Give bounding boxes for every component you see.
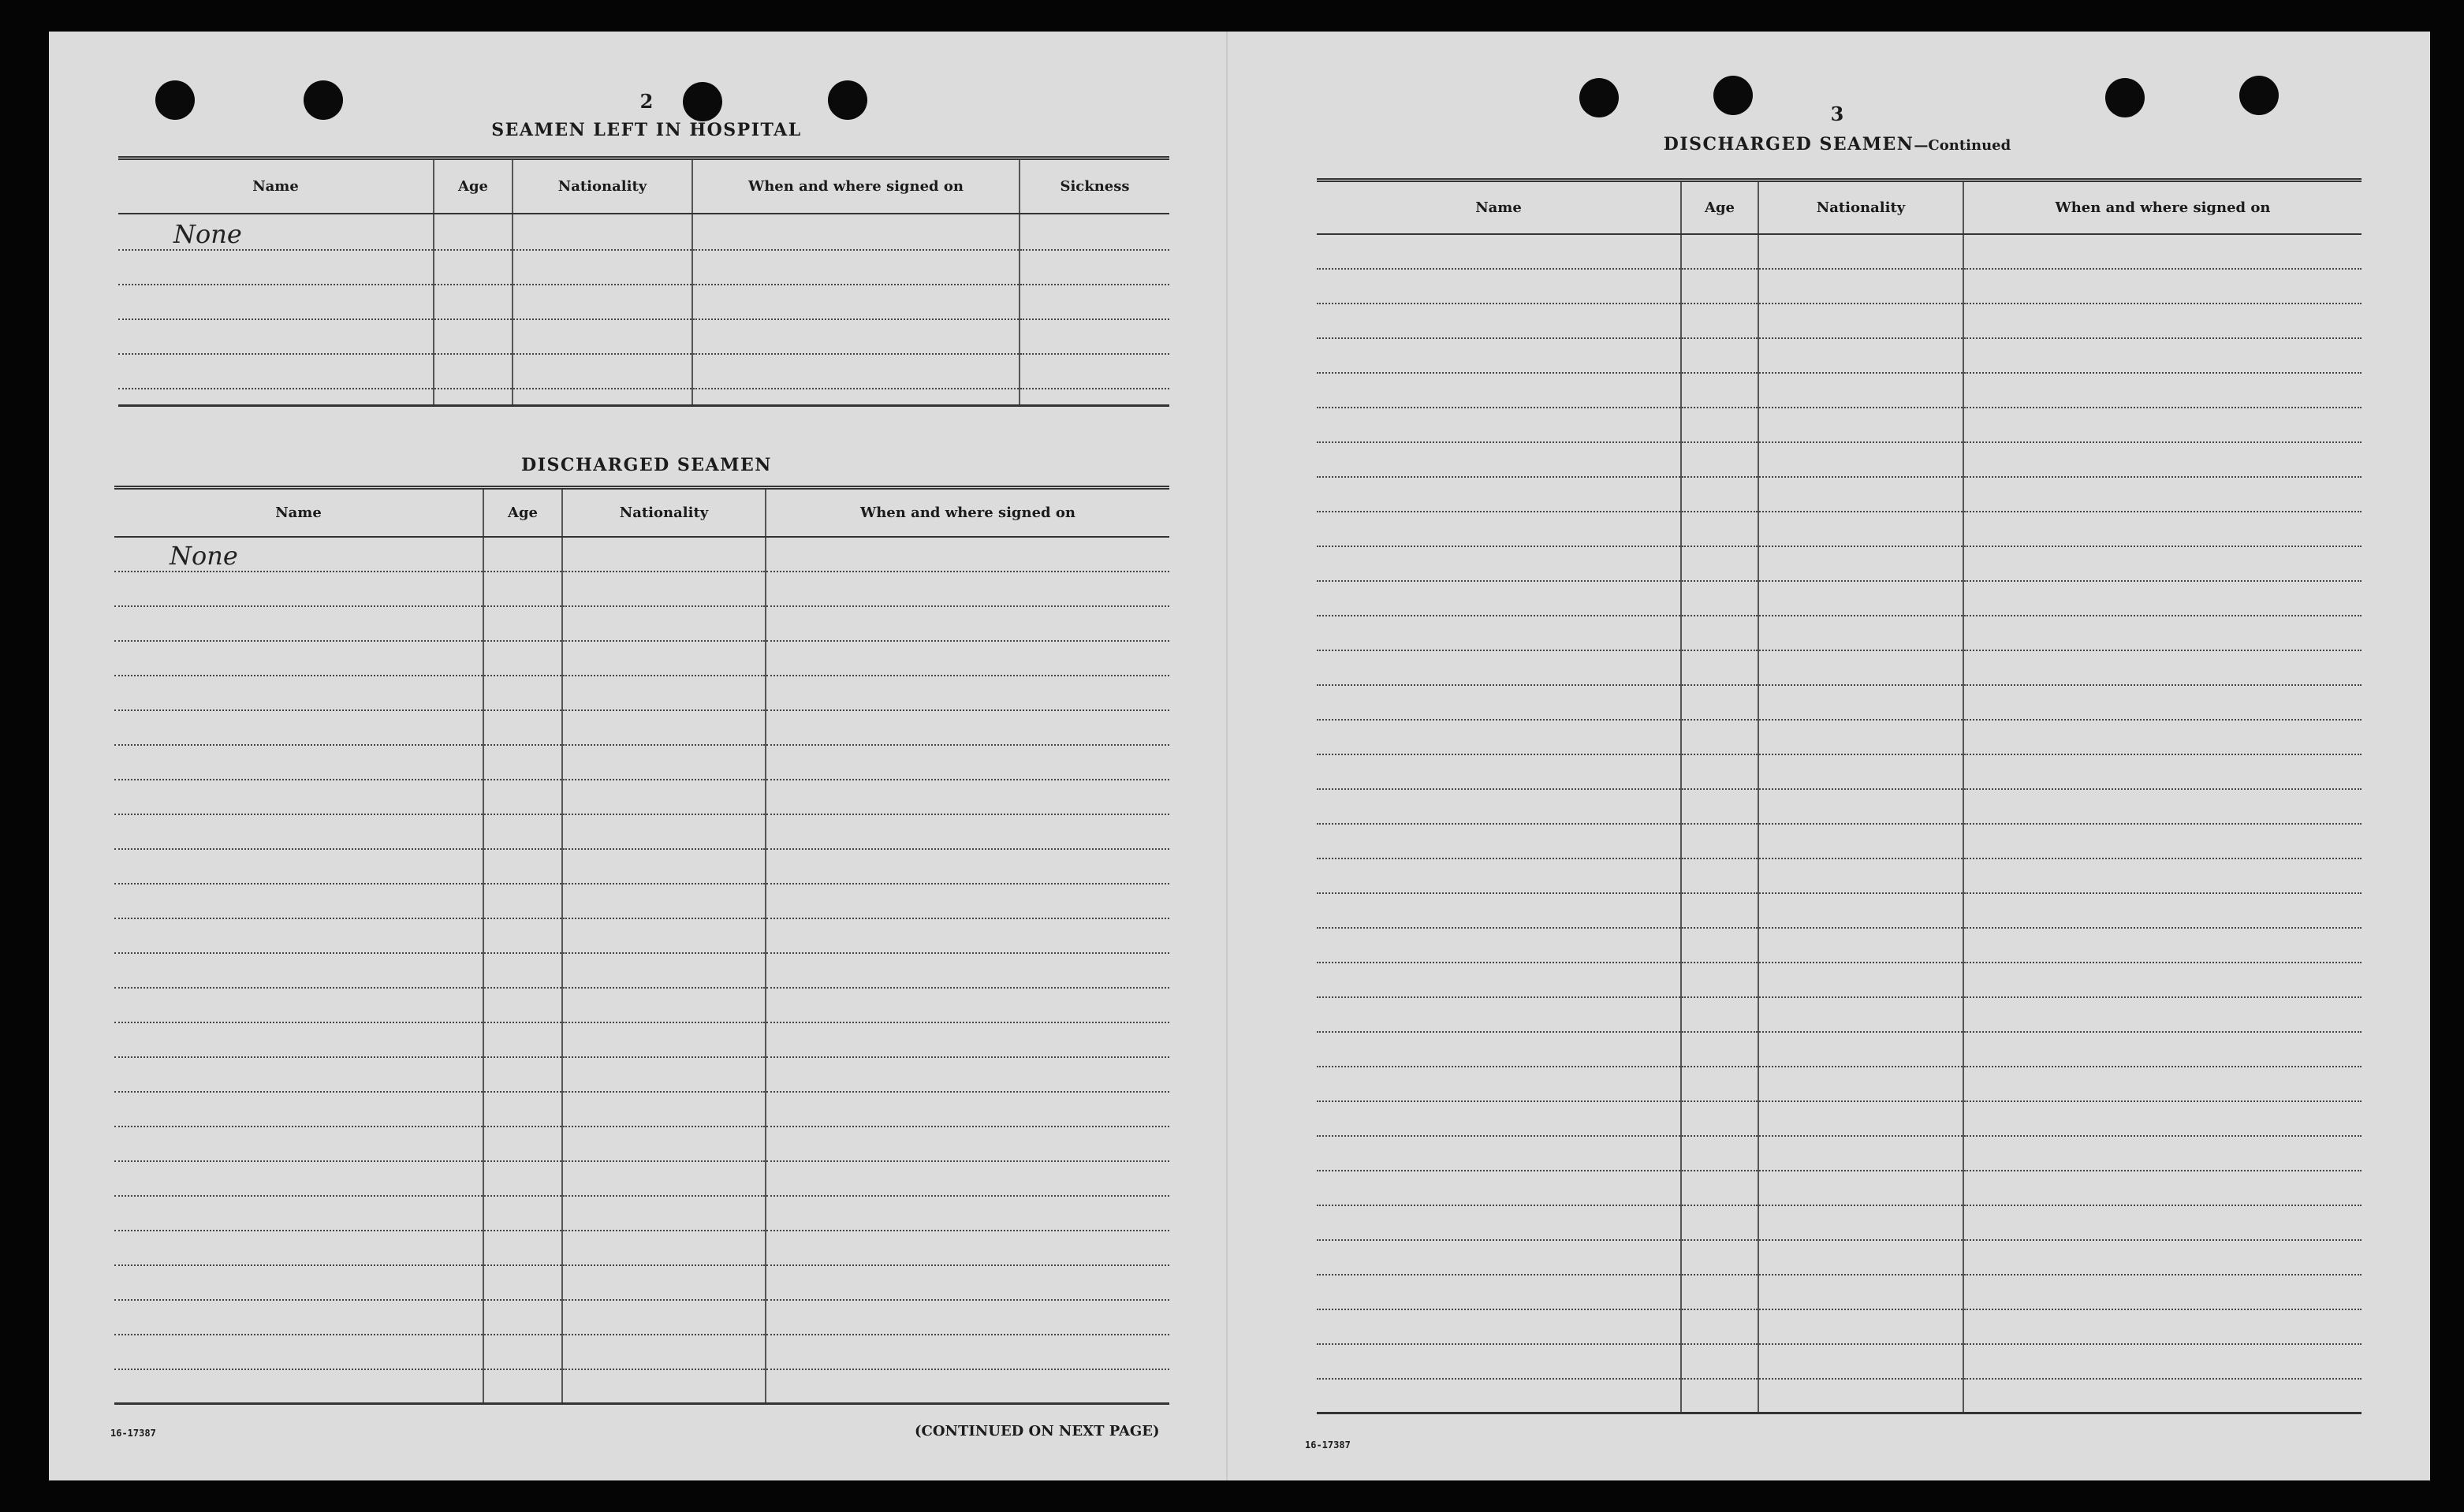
page-number-left: 2 [639, 90, 654, 113]
handwritten-entry: None [118, 214, 434, 250]
punch-hole [155, 80, 195, 120]
blank-row [114, 918, 1169, 953]
blank-row [114, 1335, 1169, 1369]
blank-row [114, 953, 1169, 988]
col-header-sickness: Sickness [1020, 158, 1169, 214]
blank-row [114, 1057, 1169, 1092]
blank-row [1317, 1275, 2361, 1309]
punch-hole [1713, 76, 1753, 115]
form-number-right: 16-17387 [1305, 1439, 1351, 1451]
blank-row [114, 1161, 1169, 1196]
punch-hole [2239, 76, 2279, 115]
blank-row [1317, 373, 2361, 408]
blank-row [1317, 304, 2361, 338]
handwritten-entry: None [114, 537, 483, 572]
continued-note: (CONTINUED ON NEXT PAGE) [915, 1423, 1160, 1439]
punch-hole [2105, 78, 2145, 117]
blank-row [1317, 1379, 2361, 1413]
blank-row [1317, 442, 2361, 477]
blank-row [1317, 1240, 2361, 1275]
blank-row [114, 641, 1169, 676]
blank-row [114, 780, 1169, 814]
blank-row [114, 1196, 1169, 1231]
blank-row [1317, 1136, 2361, 1171]
col-header-nationality: Nationality [1758, 181, 1963, 234]
blank-row [114, 1231, 1169, 1265]
col-header-name: Name [114, 488, 483, 537]
hospital-section-title: SEAMEN LEFT IN HOSPITAL [491, 120, 802, 140]
punch-hole [828, 80, 867, 120]
blank-row [1317, 928, 2361, 963]
col-header-nationality: Nationality [562, 488, 766, 537]
blank-row [114, 1092, 1169, 1127]
discharged-table-left [114, 486, 1169, 1405]
blank-row [114, 710, 1169, 745]
blank-row [1317, 963, 2361, 997]
blank-row [1317, 997, 2361, 1032]
blank-row [1317, 477, 2361, 512]
blank-row [114, 745, 1169, 780]
blank-row [114, 572, 1169, 606]
blank-row [1317, 616, 2361, 650]
col-header-name: Name [118, 158, 434, 214]
blank-row [1317, 269, 2361, 304]
col-header-age: Age [1681, 181, 1758, 234]
blank-row [1317, 1309, 2361, 1344]
blank-row [114, 676, 1169, 710]
blank-row [1317, 893, 2361, 928]
blank-row [114, 814, 1169, 849]
blank-row [114, 1022, 1169, 1057]
blank-row [1317, 789, 2361, 824]
discharged-table-right [1317, 178, 2361, 1414]
blank-row [1317, 685, 2361, 720]
blank-row [1317, 720, 2361, 754]
hospital-table [118, 156, 1169, 407]
blank-row [1317, 512, 2361, 546]
blank-row [1317, 650, 2361, 685]
blank-row [1317, 546, 2361, 581]
blank-row [114, 1265, 1169, 1300]
blank-row [1317, 1171, 2361, 1205]
blank-row [1317, 858, 2361, 893]
blank-row [1317, 1344, 2361, 1379]
col-header-signed-on: When and where signed on [1963, 181, 2361, 234]
blank-row [114, 849, 1169, 884]
blank-row [1317, 754, 2361, 789]
form-number-left: 16-17387 [110, 1428, 156, 1439]
col-header-signed-on: When and where signed on [766, 488, 1169, 537]
blank-row [1317, 824, 2361, 858]
punch-hole [304, 80, 343, 120]
page-number-right: 3 [1830, 102, 1844, 125]
blank-row [1317, 338, 2361, 373]
page-fold [1226, 32, 1228, 1480]
blank-row [1317, 408, 2361, 442]
blank-row [1317, 1205, 2361, 1240]
blank-row [114, 1300, 1169, 1335]
col-header-nationality: Nationality [513, 158, 692, 214]
discharged-continued-title: DISCHARGED SEAMEN—Continued [1663, 134, 2011, 155]
col-header-signed-on: When and where signed on [692, 158, 1020, 214]
blank-row [114, 1369, 1169, 1404]
discharged-section-title: DISCHARGED SEAMEN [521, 455, 772, 475]
blank-row [1317, 1067, 2361, 1101]
punch-hole [683, 82, 722, 121]
blank-row [1317, 1101, 2361, 1136]
col-header-age: Age [483, 488, 562, 537]
blank-row [1317, 1032, 2361, 1067]
blank-row [1317, 234, 2361, 269]
col-header-age: Age [434, 158, 513, 214]
col-header-name: Name [1317, 181, 1681, 234]
punch-hole [1579, 78, 1619, 117]
blank-row [114, 884, 1169, 918]
blank-row [114, 606, 1169, 641]
blank-row [114, 988, 1169, 1022]
blank-row [114, 1127, 1169, 1161]
blank-row [1317, 581, 2361, 616]
